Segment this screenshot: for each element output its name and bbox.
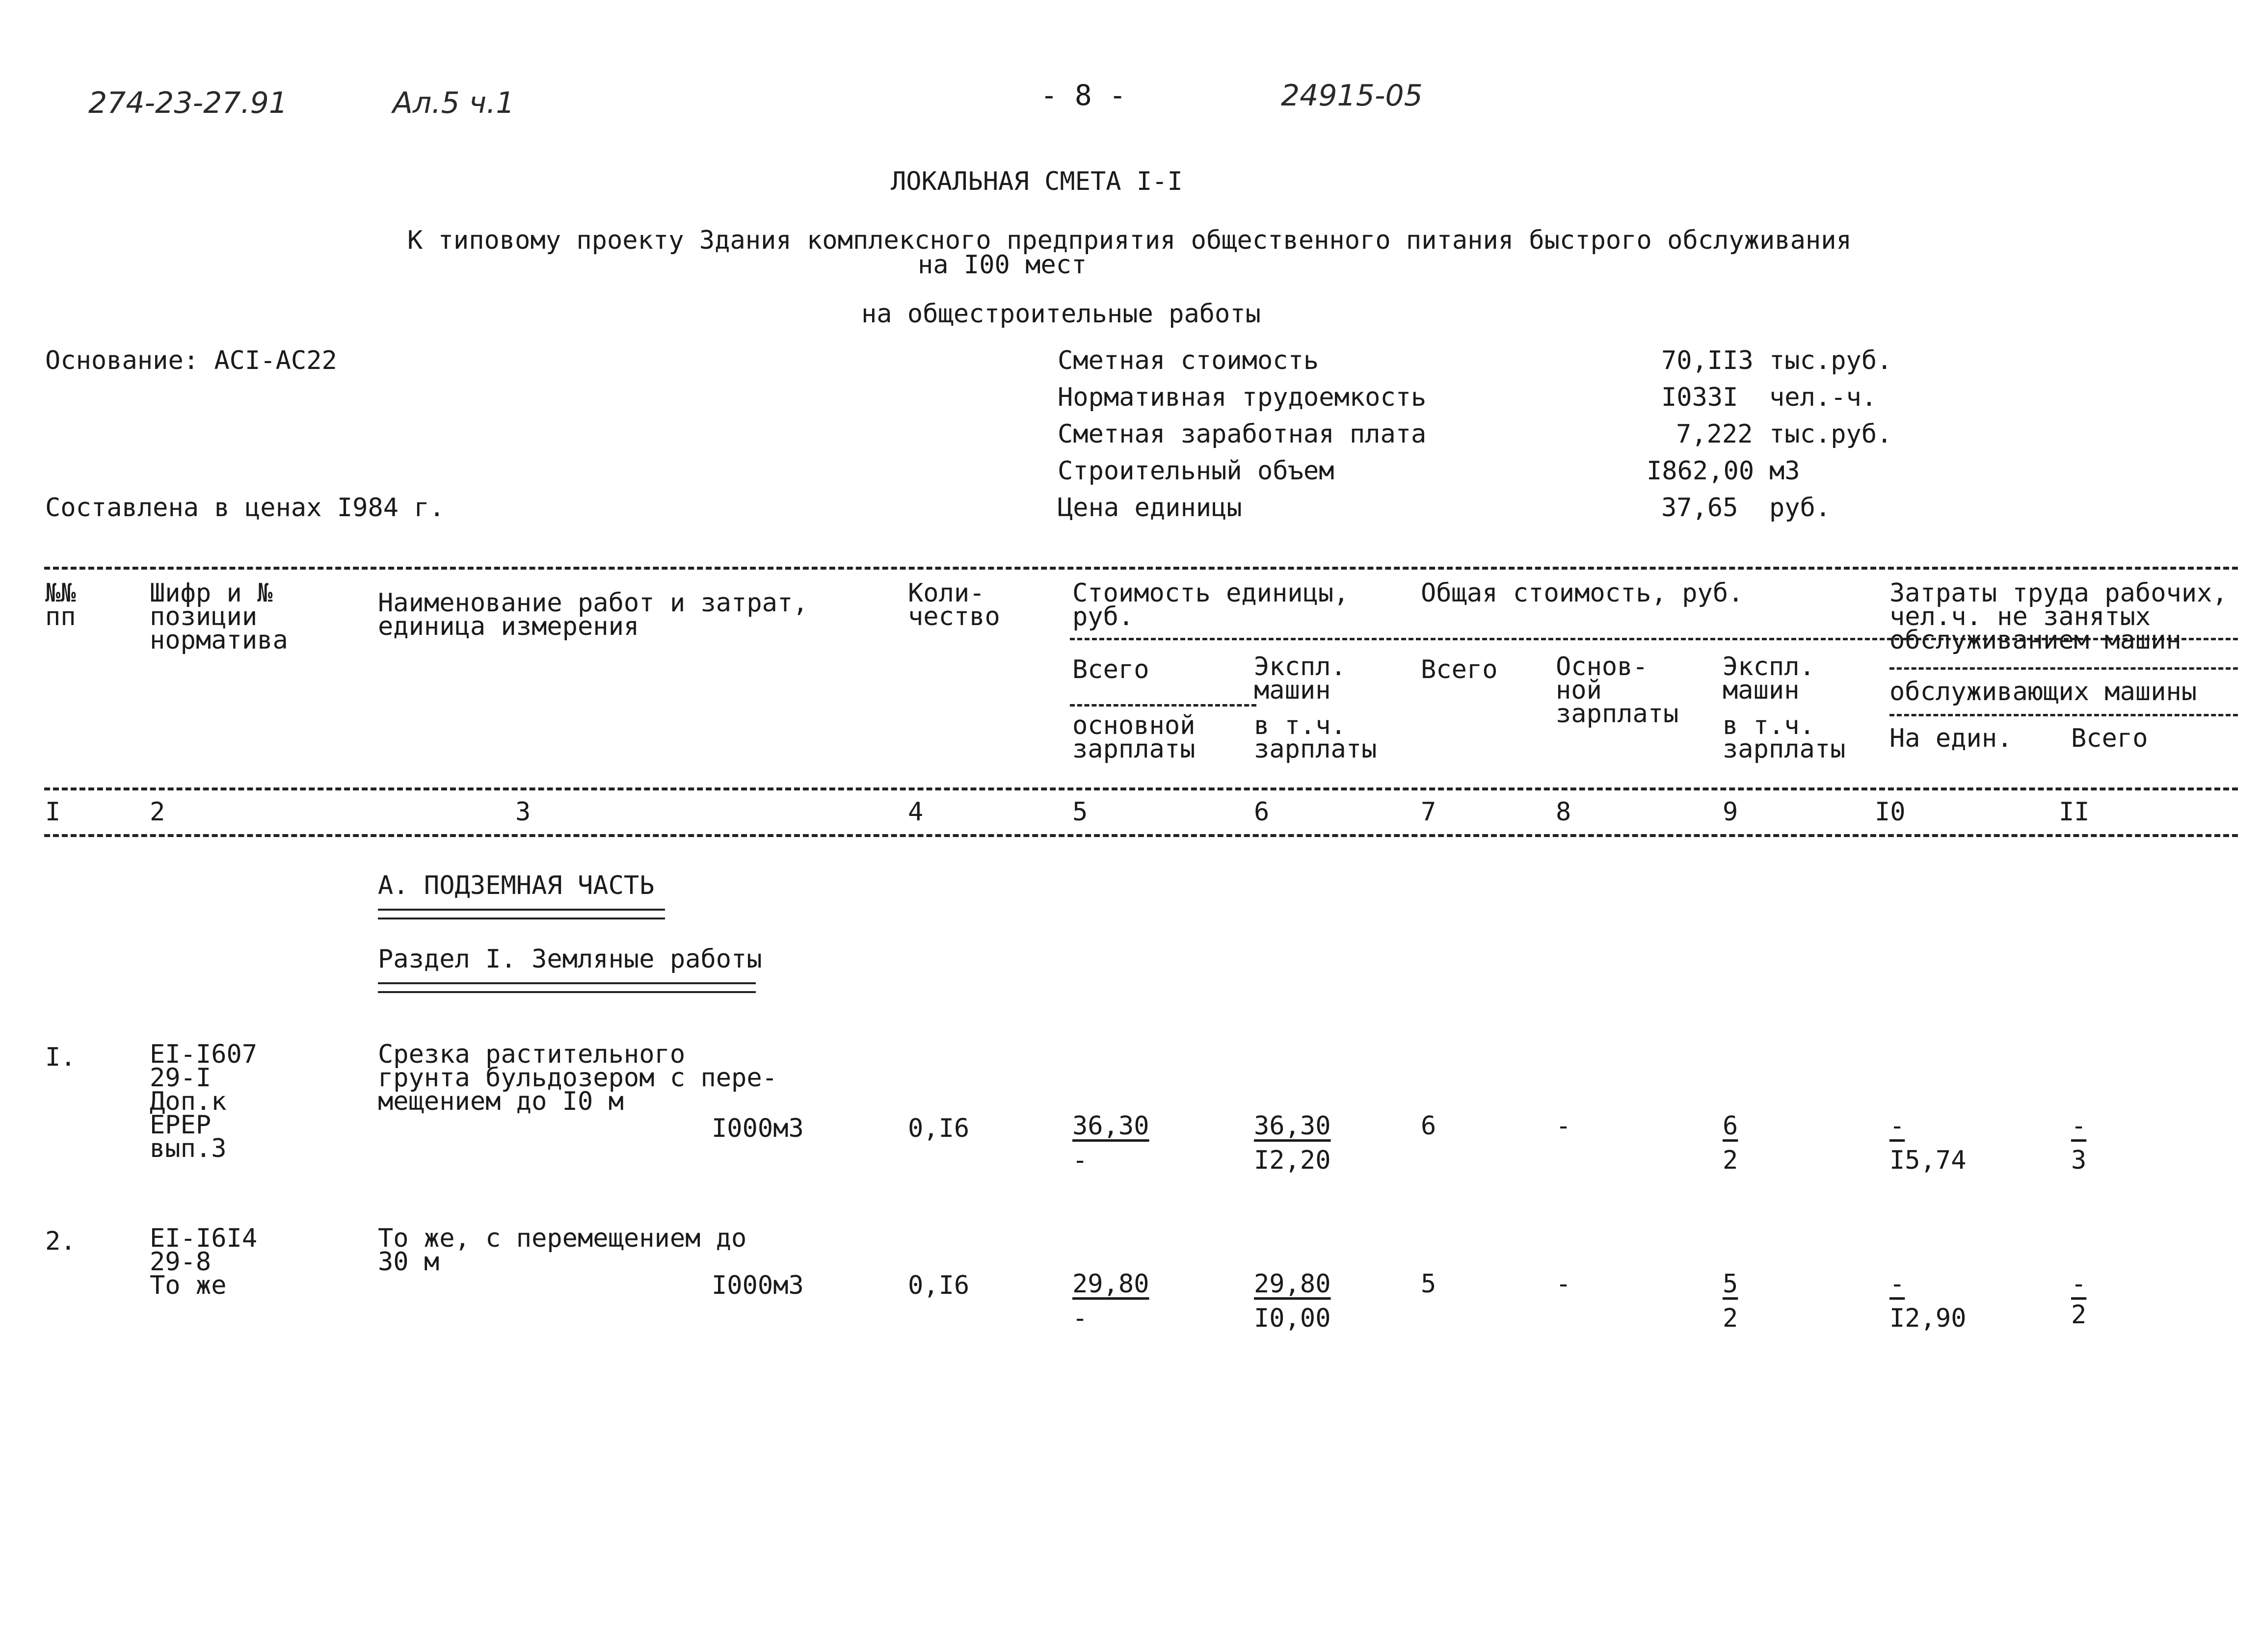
subtitle-line-2: на I00 мест [918, 250, 1087, 280]
row-total: 5 [1421, 1269, 1436, 1299]
meta-label: Сметная заработная плата [1058, 420, 1427, 449]
col-header-number: №№ пп [45, 578, 76, 631]
column-number: 5 [1072, 797, 1088, 827]
col-header-quantity: Коли- чество [908, 578, 1000, 631]
col-header-unit-mach-wage: в т.ч. зарплаты [1254, 711, 1377, 764]
col-header-labor-per-unit: На един. [1889, 724, 2013, 753]
work-type: на общестроительные работы [861, 299, 1261, 329]
row-name: Срезка растительного грунта бульдозером с пере- мещением до I0 м [378, 1040, 777, 1116]
col-header-unit-total: Всего [1072, 655, 1149, 684]
row-total-wage: - [1556, 1269, 1571, 1299]
row-labor-unit: I2,90 [1889, 1304, 1967, 1333]
row-labor-unit: I5,74 [1889, 1146, 1967, 1175]
section-heading: Раздел I. Земляные работы [378, 944, 762, 974]
column-number: 3 [515, 797, 531, 827]
price-level-text: Составлена в ценах I984 г. [45, 493, 445, 523]
row-unit-mach-wage: I2,20 [1254, 1146, 1331, 1175]
meta-value: 70,II3 [1661, 346, 1754, 375]
meta-unit: чел.-ч. [1769, 383, 1877, 412]
column-number: 2 [150, 797, 165, 827]
row-quantity: 0,I6 [908, 1271, 970, 1300]
meta-label: Цена единицы [1058, 493, 1242, 523]
row-name: То же, с перемещением до 30 м [378, 1224, 747, 1277]
col-header-labor-machines: обслуживающих машины [1889, 677, 2197, 707]
column-number: I [45, 797, 61, 827]
subtitle-line-1: К типовому проекту Здания комплексного предприятия общественного питания быстрого обслуживания [407, 226, 1852, 255]
row-quantity: 0,I6 [908, 1114, 970, 1143]
document-title: ЛОКАЛЬНАЯ СМЕТА I-I [891, 167, 1183, 196]
meta-value: I862,00 [1647, 456, 1755, 486]
col-header-total-machines: Экспл. машин [1723, 652, 1815, 705]
section-heading-underline [378, 982, 756, 993]
page-number: - 8 - [1040, 79, 1126, 112]
row-unit-wage: - [1072, 1304, 1088, 1333]
col-header-labor: Затраты труда рабочих, чел.ч. не занятых обслуживанием машин [1889, 578, 2228, 655]
meta-unit: м3 [1769, 456, 1800, 486]
basis-text: Основание: АСI-АС22 [45, 346, 337, 375]
col-header-code: Шифр и № позиции норматива [150, 578, 288, 655]
row-code: ЕI-I6I4 29-8 То же [150, 1224, 258, 1300]
row-number: I. [45, 1043, 76, 1072]
row-unit: I000м3 [712, 1114, 804, 1143]
row-total-machines: 6 [1723, 1111, 1738, 1141]
meta-unit: тыс.руб. [1769, 420, 1892, 449]
row-unit-total: 36,30 [1072, 1111, 1149, 1141]
row-labor-total: 3 [2071, 1146, 2087, 1175]
row-unit-wage: - [1072, 1146, 1088, 1175]
subheader-rule [1070, 704, 1256, 707]
row-labor-total-top: - [2071, 1111, 2087, 1141]
row-total-mach-wage: 2 [1723, 1146, 1738, 1175]
album-ref: Ал.5 ч.1 [393, 86, 515, 120]
doc-code: 274-23-27.91 [88, 86, 288, 120]
row-unit-machines: 29,80 [1254, 1269, 1331, 1299]
meta-value: I033I [1661, 383, 1738, 412]
col-header-total-mach-wage: в т.ч. зарплаты [1723, 711, 1846, 764]
row-code: ЕI-I607 29-I Доп.к ЕРЕР вып.3 [150, 1040, 258, 1163]
column-number-rule [44, 834, 2238, 837]
column-number: II [2059, 797, 2090, 827]
row-unit: I000м3 [712, 1271, 804, 1300]
col-header-unit-cost: Стоимость единицы, руб. [1072, 578, 1349, 631]
row-labor-unit-top: - [1889, 1269, 1905, 1299]
col-header-total-cost: Общая стоимость, руб. [1421, 578, 1744, 608]
column-number: 7 [1421, 797, 1436, 827]
row-total-wage: - [1556, 1111, 1571, 1141]
meta-value: 7,222 [1676, 420, 1753, 449]
row-total-mach-wage: 2 [1723, 1304, 1738, 1333]
meta-label: Строительный объем [1058, 456, 1334, 486]
row-unit-total: 29,80 [1072, 1269, 1149, 1299]
row-total: 6 [1421, 1111, 1436, 1141]
labor-sub-rule-2 [1889, 714, 2238, 716]
header-bottom-rule [44, 787, 2238, 790]
col-header-labor-total: Всего [2071, 724, 2148, 753]
meta-unit: руб. [1769, 493, 1831, 523]
meta-value: 37,65 [1661, 493, 1738, 523]
meta-label: Сметная стоимость [1058, 346, 1319, 375]
row-labor-unit-top: - [1889, 1111, 1905, 1141]
column-number: I0 [1875, 797, 1906, 827]
col-header-total-all: Всего [1421, 655, 1498, 684]
meta-label: Нормативная трудоемкость [1058, 383, 1427, 412]
row-number: 2. [45, 1227, 76, 1256]
row-labor-total-top: - [2071, 1269, 2087, 1299]
row-total-machines: 5 [1723, 1269, 1738, 1299]
col-header-total-wage: Основ- ной зарплаты [1556, 652, 1679, 729]
col-header-unit-wage: основной зарплаты [1072, 711, 1196, 764]
inventory-number: 24915-05 [1281, 79, 1423, 113]
column-number: 6 [1254, 797, 1270, 827]
col-header-name: Наименование работ и затрат, единица измерения [378, 588, 808, 641]
column-number: 9 [1723, 797, 1738, 827]
meta-unit: тыс.руб. [1769, 346, 1892, 375]
part-heading: А. ПОДЗЕМНАЯ ЧАСТЬ [378, 871, 655, 900]
row-labor-total: 2 [2071, 1300, 2087, 1330]
row-unit-machines: 36,30 [1254, 1111, 1331, 1141]
col-header-unit-machines: Экспл. машин [1254, 652, 1346, 705]
part-heading-underline [378, 909, 665, 919]
column-number: 4 [908, 797, 924, 827]
labor-sub-rule [1889, 667, 2238, 670]
table-top-rule [44, 567, 2238, 570]
row-unit-mach-wage: I0,00 [1254, 1304, 1331, 1333]
column-number: 8 [1556, 797, 1571, 827]
